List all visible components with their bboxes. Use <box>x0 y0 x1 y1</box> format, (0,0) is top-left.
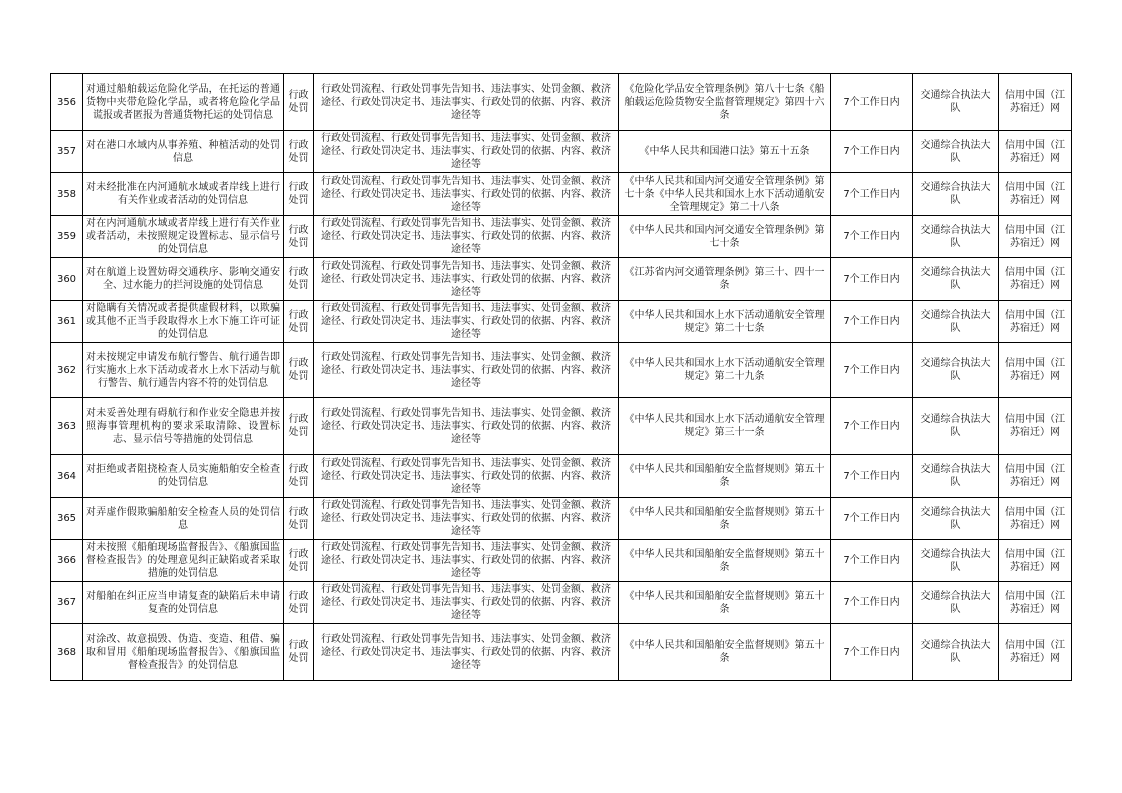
row-number: 363 <box>51 398 83 455</box>
category-cell: 行政处罚 <box>284 582 314 624</box>
row-number: 366 <box>51 540 83 582</box>
disclosure-channel: 信用中国（江苏宿迁）网 <box>999 582 1072 624</box>
responsible-dept: 交通综合执法大队 <box>913 624 999 681</box>
table-row <box>51 301 1072 343</box>
disclosure-content: 行政处罚流程、行政处罚事先告知书、违法事实、处罚金额、救济途径、行政处罚决定书、违法事实、行政处罚的依据、内容、救济途径等 <box>314 343 619 398</box>
item-name: 对未按规定申请发布航行警告、航行通告即行实施水上水下活动或者水上水下活动与航行警告、航行通告内容不符的处罚信息 <box>83 343 284 398</box>
table-row <box>51 258 1072 301</box>
disclosure-channel: 信用中国（江苏宿迁）网 <box>999 540 1072 582</box>
disclosure-content: 行政处罚流程、行政处罚事先告知书、违法事实、处罚金额、救济途径、行政处罚决定书、违法事实、行政处罚的依据、内容、救济途径等 <box>314 540 619 582</box>
disclosure-content: 行政处罚流程、行政处罚事先告知书、违法事实、处罚金额、救济途径、行政处罚决定书、违法事实、行政处罚的依据、内容、救济途径等 <box>314 258 619 301</box>
disclosure-channel: 信用中国（江苏宿迁）网 <box>999 74 1072 131</box>
category-cell: 行政处罚 <box>284 258 314 301</box>
legal-basis: 《危险化学品安全管理条例》第八十七条《船舶载运危险货物安全监督管理规定》第四十六条 <box>619 74 831 131</box>
row-number: 362 <box>51 343 83 398</box>
responsible-dept: 交通综合执法大队 <box>913 455 999 498</box>
legal-basis: 《中华人民共和国船舶安全监督规则》第五十条 <box>619 582 831 624</box>
disclosure-channel: 信用中国（江苏宿迁）网 <box>999 131 1072 173</box>
category-cell: 行政处罚 <box>284 343 314 398</box>
category-cell: 行政处罚 <box>284 173 314 216</box>
disclosure-time: 7个工作日内 <box>831 258 913 301</box>
category-cell: 行政处罚 <box>284 301 314 343</box>
item-name: 对隐瞒有关情况或者提供虚假材料，以欺骗或其他不正当手段取得水上水下施工许可证的处罚信息 <box>83 301 284 343</box>
item-name: 对在内河通航水域或者岸线上进行有关作业或者活动，未按照规定设置标志、显示信号的处罚信息 <box>83 216 284 258</box>
disclosure-channel: 信用中国（江苏宿迁）网 <box>999 343 1072 398</box>
table-body <box>51 74 1072 681</box>
disclosure-time: 7个工作日内 <box>831 624 913 681</box>
item-name: 对未经批准在内河通航水域或者岸线上进行有关作业或者活动的处罚信息 <box>83 173 284 216</box>
disclosure-channel: 信用中国（江苏宿迁）网 <box>999 398 1072 455</box>
category-cell: 行政处罚 <box>284 498 314 540</box>
disclosure-content: 行政处罚流程、行政处罚事先告知书、违法事实、处罚金额、救济途径、行政处罚决定书、违法事实、行政处罚的依据、内容、救济途径等 <box>314 624 619 681</box>
legal-basis: 《江苏省内河交通管理条例》第三十、四十一条 <box>619 258 831 301</box>
item-name: 对涂改、故意损毁、伪造、变造、租借、骗取和冒用《船舶现场监督报告》、《船旗国监督检查报告》的处罚信息 <box>83 624 284 681</box>
disclosure-time: 7个工作日内 <box>831 455 913 498</box>
legal-basis: 《中华人民共和国水上水下活动通航安全管理规定》第二十七条 <box>619 301 831 343</box>
disclosure-content: 行政处罚流程、行政处罚事先告知书、违法事实、处罚金额、救济途径、行政处罚决定书、违法事实、行政处罚的依据、内容、救济途径等 <box>314 398 619 455</box>
disclosure-content: 行政处罚流程、行政处罚事先告知书、违法事实、处罚金额、救济途径、行政处罚决定书、违法事实、行政处罚的依据、内容、救济途径等 <box>314 74 619 131</box>
responsible-dept: 交通综合执法大队 <box>913 498 999 540</box>
disclosure-channel: 信用中国（江苏宿迁）网 <box>999 216 1072 258</box>
disclosure-content: 行政处罚流程、行政处罚事先告知书、违法事实、处罚金额、救济途径、行政处罚决定书、违法事实、行政处罚的依据、内容、救济途径等 <box>314 173 619 216</box>
responsible-dept: 交通综合执法大队 <box>913 131 999 173</box>
disclosure-time: 7个工作日内 <box>831 173 913 216</box>
table-row <box>51 498 1072 540</box>
row-number: 367 <box>51 582 83 624</box>
category-cell: 行政处罚 <box>284 540 314 582</box>
row-number: 368 <box>51 624 83 681</box>
table-row <box>51 540 1072 582</box>
disclosure-time: 7个工作日内 <box>831 498 913 540</box>
table-row <box>51 343 1072 398</box>
disclosure-channel: 信用中国（江苏宿迁）网 <box>999 624 1072 681</box>
table-row <box>51 74 1072 131</box>
table-row <box>51 398 1072 455</box>
row-number: 358 <box>51 173 83 216</box>
legal-basis: 《中华人民共和国船舶安全监督规则》第五十条 <box>619 624 831 681</box>
table-row <box>51 131 1072 173</box>
item-name: 对拒绝或者阻挠检查人员实施船舶安全检查的处罚信息 <box>83 455 284 498</box>
legal-basis: 《中华人民共和国水上水下活动通航安全管理规定》第三十一条 <box>619 398 831 455</box>
disclosure-time: 7个工作日内 <box>831 398 913 455</box>
disclosure-content: 行政处罚流程、行政处罚事先告知书、违法事实、处罚金额、救济途径、行政处罚决定书、违法事实、行政处罚的依据、内容、救济途径等 <box>314 216 619 258</box>
category-cell: 行政处罚 <box>284 624 314 681</box>
item-name: 对弄虚作假欺骗船舶安全检查人员的处罚信息 <box>83 498 284 540</box>
responsible-dept: 交通综合执法大队 <box>913 173 999 216</box>
table-row <box>51 582 1072 624</box>
disclosure-channel: 信用中国（江苏宿迁）网 <box>999 301 1072 343</box>
legal-basis: 《中华人民共和国船舶安全监督规则》第五十条 <box>619 540 831 582</box>
disclosure-content: 行政处罚流程、行政处罚事先告知书、违法事实、处罚金额、救济途径、行政处罚决定书、违法事实、行政处罚的依据、内容、救济途径等 <box>314 498 619 540</box>
responsible-dept: 交通综合执法大队 <box>913 74 999 131</box>
legal-basis: 《中华人民共和国内河交通安全管理条例》第七十条 <box>619 216 831 258</box>
row-number: 357 <box>51 131 83 173</box>
responsible-dept: 交通综合执法大队 <box>913 258 999 301</box>
row-number: 364 <box>51 455 83 498</box>
category-cell: 行政处罚 <box>284 398 314 455</box>
item-name: 对通过船舶载运危险化学品，在托运的普通货物中夹带危险化学品，或者将危险化学品谎报或者匿报为普通货物托运的处罚信息 <box>83 74 284 131</box>
disclosure-time: 7个工作日内 <box>831 582 913 624</box>
responsible-dept: 交通综合执法大队 <box>913 343 999 398</box>
item-name: 对船舶在纠正应当申请复查的缺陷后未申请复查的处罚信息 <box>83 582 284 624</box>
disclosure-table <box>50 73 1072 681</box>
item-name: 对在航道上设置妨碍交通秩序、影响交通安全、过水能力的拦河设施的处罚信息 <box>83 258 284 301</box>
disclosure-content: 行政处罚流程、行政处罚事先告知书、违法事实、处罚金额、救济途径、行政处罚决定书、违法事实、行政处罚的依据、内容、救济途径等 <box>314 301 619 343</box>
disclosure-time: 7个工作日内 <box>831 216 913 258</box>
table-row <box>51 216 1072 258</box>
category-cell: 行政处罚 <box>284 74 314 131</box>
disclosure-channel: 信用中国（江苏宿迁）网 <box>999 173 1072 216</box>
responsible-dept: 交通综合执法大队 <box>913 540 999 582</box>
item-name: 对在港口水域内从事养殖、种植活动的处罚信息 <box>83 131 284 173</box>
row-number: 356 <box>51 74 83 131</box>
table-row <box>51 624 1072 681</box>
responsible-dept: 交通综合执法大队 <box>913 398 999 455</box>
disclosure-time: 7个工作日内 <box>831 74 913 131</box>
row-number: 359 <box>51 216 83 258</box>
disclosure-content: 行政处罚流程、行政处罚事先告知书、违法事实、处罚金额、救济途径、行政处罚决定书、违法事实、行政处罚的依据、内容、救济途径等 <box>314 455 619 498</box>
disclosure-time: 7个工作日内 <box>831 301 913 343</box>
disclosure-time: 7个工作日内 <box>831 343 913 398</box>
responsible-dept: 交通综合执法大队 <box>913 216 999 258</box>
disclosure-content: 行政处罚流程、行政处罚事先告知书、违法事实、处罚金额、救济途径、行政处罚决定书、违法事实、行政处罚的依据、内容、救济途径等 <box>314 582 619 624</box>
table-row <box>51 173 1072 216</box>
legal-basis: 《中华人民共和国水上水下活动通航安全管理规定》第二十九条 <box>619 343 831 398</box>
disclosure-channel: 信用中国（江苏宿迁）网 <box>999 498 1072 540</box>
legal-basis: 《中华人民共和国内河交通安全管理条例》第七十条《中华人民共和国水上水下活动通航安全管理规定》第二十八条 <box>619 173 831 216</box>
disclosure-content: 行政处罚流程、行政处罚事先告知书、违法事实、处罚金额、救济途径、行政处罚决定书、违法事实、行政处罚的依据、内容、救济途径等 <box>314 131 619 173</box>
category-cell: 行政处罚 <box>284 131 314 173</box>
item-name: 对未按照《船舶现场监督报告》、《船旗国监督检查报告》的处理意见纠正缺陷或者采取措施的处罚信息 <box>83 540 284 582</box>
disclosure-channel: 信用中国（江苏宿迁）网 <box>999 455 1072 498</box>
table-row <box>51 455 1072 498</box>
legal-basis: 《中华人民共和国船舶安全监督规则》第五十条 <box>619 498 831 540</box>
legal-basis: 《中华人民共和国港口法》第五十五条 <box>619 131 831 173</box>
disclosure-channel: 信用中国（江苏宿迁）网 <box>999 258 1072 301</box>
row-number: 365 <box>51 498 83 540</box>
row-number: 361 <box>51 301 83 343</box>
row-number: 360 <box>51 258 83 301</box>
category-cell: 行政处罚 <box>284 216 314 258</box>
legal-basis: 《中华人民共和国船舶安全监督规则》第五十条 <box>619 455 831 498</box>
responsible-dept: 交通综合执法大队 <box>913 582 999 624</box>
disclosure-time: 7个工作日内 <box>831 131 913 173</box>
item-name: 对未妥善处理有碍航行和作业安全隐患并按照海事管理机构的要求采取清除、设置标志、显示信号等措施的处罚信息 <box>83 398 284 455</box>
disclosure-time: 7个工作日内 <box>831 540 913 582</box>
category-cell: 行政处罚 <box>284 455 314 498</box>
responsible-dept: 交通综合执法大队 <box>913 301 999 343</box>
